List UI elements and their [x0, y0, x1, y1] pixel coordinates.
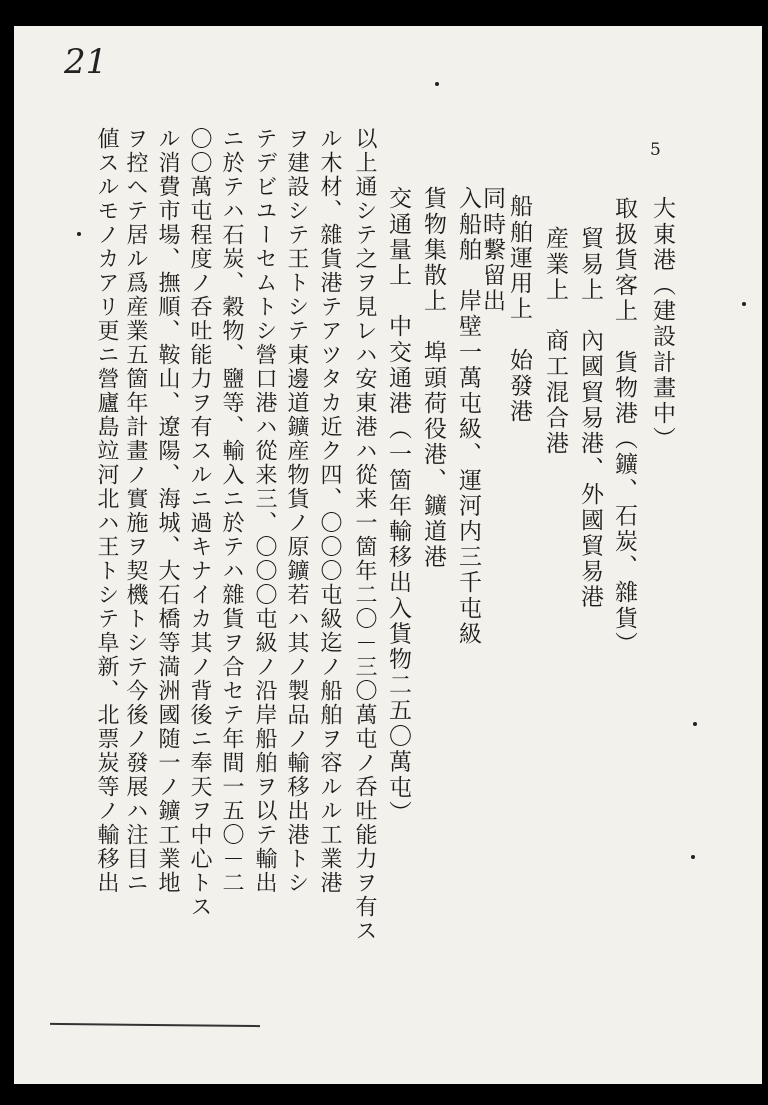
scan-speck [742, 302, 746, 306]
scan-speck [77, 232, 81, 236]
page-number: 21 [64, 42, 108, 82]
body-column: ル消費市場、撫順、鞍山、遼陽、海城、大石橋等満洲國随一ノ鑛工業地 [155, 127, 180, 895]
body-column: ニ於テハ石炭、穀物、鹽等、輸入ニ於テハ雜貨ヲ合セテ年間一五〇－二 [219, 127, 244, 895]
heading-daito-port: 大東港（建設計畫中） [649, 196, 675, 452]
body-column: 以上通シテ之ヲ見レハ安東港ハ從来一箇年二〇－三〇萬屯ノ呑吐能力ヲ有ス [352, 127, 377, 943]
text-column: 船舶運用上 始發港 [506, 194, 532, 425]
body-column: ヲ控ヘテ居ル爲産業五箇年計畫ノ實施ヲ契機トシテ今後ノ發展ハ注目ニ [123, 127, 148, 895]
section-number: 5 [650, 140, 661, 160]
body-column: 〇〇萬屯程度ノ呑吐能力ヲ有スルニ過キナイカ其ノ背後ニ奉天ヲ中心トス [187, 127, 212, 919]
text-column: 取扱貨客上 貨物港（鑛、石炭、雜貨） [611, 196, 637, 657]
scan-speck [435, 82, 439, 86]
text-column: 貨物集散上 埠頭荷役港、鑛道港 [420, 186, 446, 570]
text-column: 産業上 商工混合港 [542, 226, 568, 457]
body-column: ル木材、雜貨港テアツタカ近ク四、〇〇〇屯級迄ノ船舶ヲ容ルル工業港 [317, 127, 342, 895]
scan-speck [691, 855, 695, 859]
text-column: 入船舶 岸壁一萬屯級、運河内三千屯級 [455, 186, 481, 647]
text-column: 貿易上 內國貿易港、外國貿易港 [577, 226, 603, 610]
body-column: テデビユーセムトシ營口港ハ從来三、〇〇〇屯級ノ沿岸船舶ヲ以テ輸出 [252, 127, 277, 895]
body-column: 値スルモノカアリ更ニ營廬島竝河北ハ王トシテ阜新、北票炭等ノ輸移出 [94, 127, 119, 895]
text-column: 同時繋留出 [479, 186, 505, 314]
scan-speck [693, 722, 697, 726]
text-column: 交通量上 中交通港（一箇年輸移出入貨物二五〇萬屯） [385, 186, 411, 826]
body-column: ヲ建設シテ王トシテ東邊道鑛産物貨ノ原鑛若ハ其ノ製品ノ輸移出港トシ [284, 127, 309, 895]
